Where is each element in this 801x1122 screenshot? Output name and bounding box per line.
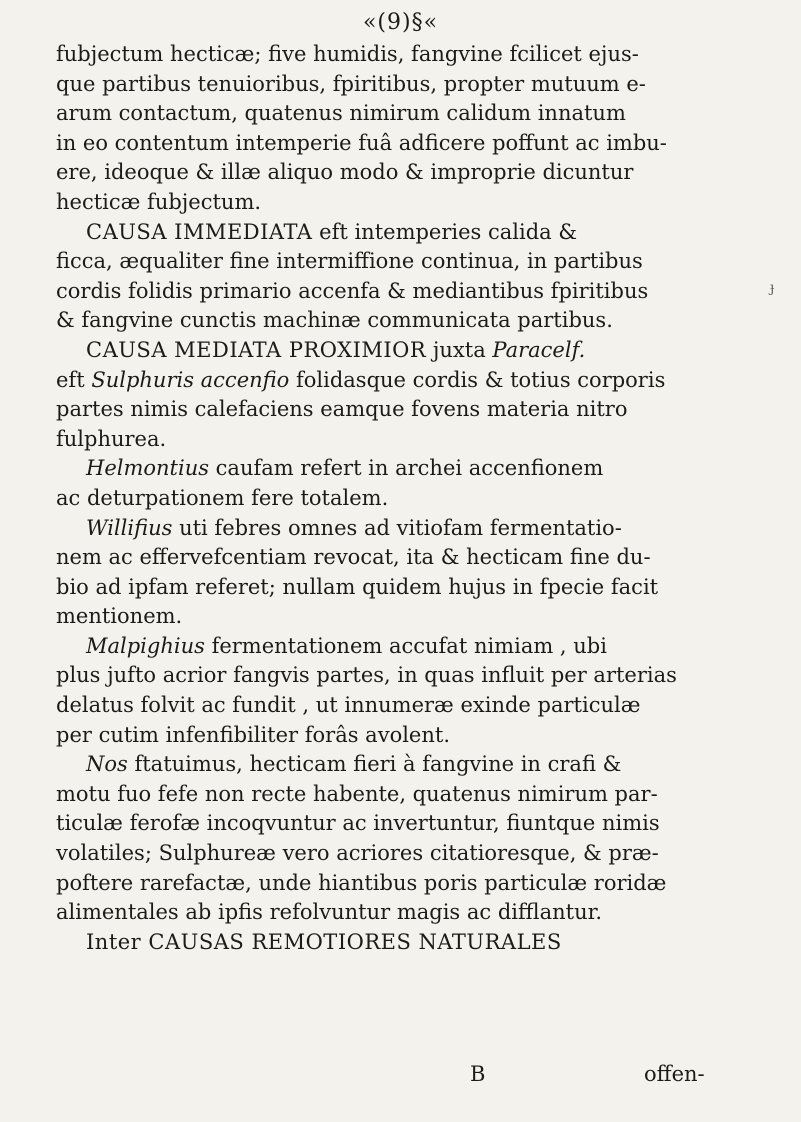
paragraph-causa-immediata: [56, 218, 786, 248]
page-number-header: «(9)§«: [362, 10, 439, 35]
section-heading: CAUSA MEDIATA PROXIMIOR: [86, 337, 427, 362]
text-line: per cutim infenfibiliter forâs avolent.: [56, 722, 450, 747]
text-line: volatiles; Sulphureæ vero acriores citatioresque, & præ-: [56, 841, 659, 866]
text-span: ftatuimus, hecticam fieri à fangvine in crafi &: [127, 752, 622, 777]
text-span: eft intemperies calida &: [312, 219, 578, 244]
text-span: fermentationem accufat nimiam , ubi: [204, 633, 607, 658]
section-heading: CAUSA IMMEDIATA: [86, 219, 313, 244]
author-name: Malpighius: [86, 633, 205, 658]
text-line: motu fuo fefe non recte habente, quatenus nimirum par-: [56, 781, 658, 806]
paragraph-helmontius: [56, 454, 786, 484]
text-span: juxta: [426, 337, 493, 362]
text-line: ficca, æqualiter fine intermiffione continua, in partibus: [56, 249, 643, 274]
text-line: ere, ideoque & illæ aliquo modo & improprie dicuntur: [56, 160, 634, 185]
paragraph-willifius: [56, 514, 786, 544]
text-line: fubjectum hecticæ; five humidis, fangvine fcilicet ejus-: [56, 42, 639, 66]
text-span: uti febres omnes ad vitiofam fermentatio-: [172, 515, 622, 540]
italic-term: Sulphuris accenfio: [91, 367, 290, 392]
author-name: Paracelf.: [492, 337, 586, 362]
text-span: eft: [56, 367, 92, 392]
text-line: ticulæ ferofæ incoqvuntur ac invertuntur, fiuntque nimis: [56, 811, 660, 836]
text-line: cordis folidis primario accenfa & mediantibus fpiritibus: [56, 278, 649, 303]
text-line: hecticæ fubjectum.: [56, 189, 262, 214]
body-text: [56, 40, 786, 957]
author-name: Willifius: [86, 515, 173, 540]
text-line: ac deturpationem fere totalem.: [56, 485, 389, 510]
paragraph-nos: [56, 750, 786, 780]
text-line: partes nimis calefaciens eamque fovens materia nitro: [56, 397, 628, 422]
signature-mark: B: [470, 1062, 486, 1086]
section-heading-remotiores: Inter CAUSAS REMOTIORES NATURALES: [86, 929, 562, 954]
text-line: poftere rarefactæ, unde hiantibus poris particulæ roridæ: [56, 870, 667, 895]
text-line: [56, 366, 786, 396]
text-line: arum contactum, quatenus nimirum calidum innatum: [56, 101, 626, 126]
text-line: nem ac effervefcentiam revocat, ita & hecticam fine du-: [56, 545, 651, 570]
text-line: in eo contentum intemperie fuâ adficere poffunt ac imbu-: [56, 130, 667, 155]
text-span: folidasque cordis & totius corporis: [289, 367, 666, 392]
author-name: Helmontius: [86, 456, 209, 481]
author-name: Nos: [86, 752, 128, 777]
paragraph-causa-mediata: [56, 336, 786, 366]
text-line: & fangvine cunctis machinæ communicata partibus.: [56, 308, 613, 333]
text-line: mentionem.: [56, 604, 183, 629]
text-line: fulphurea.: [56, 426, 167, 451]
text-line: que partibus tenuioribus, fpiritibus, propter mutuum e-: [56, 71, 646, 96]
text-span: caufam refert in archei accenfionem: [209, 456, 604, 481]
text-line: delatus folvit ac fundit , ut innumeræ exinde particulæ: [56, 693, 641, 718]
text-line: plus jufto acrior fangvis partes, in quas influit per arterias: [56, 663, 677, 688]
margin-mark: ɟ: [770, 280, 775, 296]
paragraph-malpighius: [56, 632, 786, 662]
text-line: bio ad ipfam referet; nullam quidem hujus in fpecie facit: [56, 574, 659, 599]
text-line: alimentales ab ipfis refolvuntur magis ac difflantur.: [56, 900, 603, 925]
catchword: offen-: [644, 1062, 705, 1086]
